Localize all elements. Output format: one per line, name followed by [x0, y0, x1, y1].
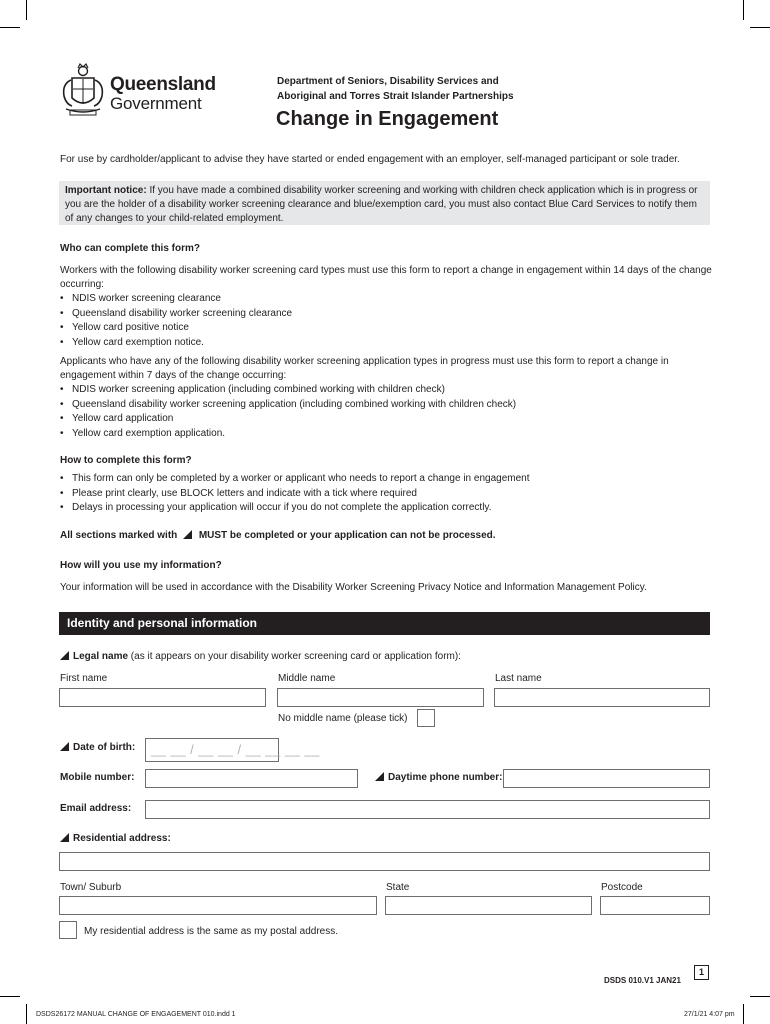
section-header: [59, 612, 710, 635]
section-title: Identity and personal information: [67, 616, 258, 630]
who-heading: Who can complete this form?: [60, 243, 201, 254]
daytime-phone-label-text: Daytime phone number:: [388, 772, 503, 783]
list-item: • NDIS worker screening clearance: [60, 292, 292, 307]
daytime-phone-label: [375, 772, 502, 783]
print-slug-right: 27/1/21 4:07 pm: [684, 1011, 735, 1018]
page-title: Change in Engagement: [276, 108, 499, 130]
state-label: State: [386, 882, 410, 893]
page-number: [694, 965, 709, 980]
legal-name-hint: (as it appears on your disability worker screening card or application form):: [128, 651, 461, 662]
logo-line-2: Government: [110, 94, 202, 113]
residential-address-label: [60, 833, 171, 844]
workers-list: [60, 292, 292, 350]
qld-government-logo: [58, 62, 228, 118]
mandatory-triangle-icon: [183, 530, 192, 539]
postcode-field[interactable]: [600, 896, 710, 915]
email-address-field[interactable]: [145, 800, 710, 819]
legal-name-label: [60, 651, 461, 662]
state-field[interactable]: [385, 896, 592, 915]
mandatory-triangle-icon: [60, 833, 69, 842]
logo-line-1: Queensland: [110, 74, 216, 95]
mandatory-note: [60, 530, 496, 541]
mobile-label: Mobile number:: [60, 772, 135, 783]
same-address-checkbox[interactable]: [59, 921, 77, 939]
how-heading: How to complete this form?: [60, 455, 192, 466]
list-item: • Delays in processing your application will occur if you do not complete the application correctly.: [60, 501, 530, 516]
department-line-2: Aboriginal and Torres Strait Islander Partnerships: [277, 91, 514, 102]
how-list: [60, 472, 530, 516]
workers-intro: Workers with the following disability worker screening card types must use this form to report a change in engagement within 14 days of the change occurring:: [60, 265, 712, 290]
crop-mark: [750, 996, 770, 997]
crop-mark: [0, 27, 20, 28]
legal-name-title: Legal name: [73, 651, 129, 662]
last-name-label: Last name: [495, 673, 542, 684]
crop-mark: [26, 1004, 27, 1024]
list-item: • Yellow card positive notice: [60, 321, 292, 336]
residential-address-label-text: Residential address:: [73, 833, 171, 844]
department-name: [277, 74, 514, 104]
mandatory-triangle-icon: [60, 651, 69, 660]
crop-mark: [750, 27, 770, 28]
dob-label: [60, 742, 135, 753]
mandatory-triangle-icon: [60, 742, 69, 751]
first-name-field[interactable]: [59, 688, 266, 707]
list-item: • Yellow card application: [60, 412, 516, 427]
list-item: • Please print clearly, use BLOCK letters and indicate with a tick where required: [60, 487, 530, 502]
crop-mark: [743, 1004, 744, 1024]
dob-label-text: Date of birth:: [73, 742, 136, 753]
crop-mark: [743, 0, 744, 20]
info-text: Your information will be used in accordance with the Disability Worker Screening Privacy Notice and Information Management Policy.: [60, 582, 647, 593]
list-item: • Yellow card exemption notice.: [60, 336, 292, 351]
list-item: • Yellow card exemption application.: [60, 427, 516, 442]
crop-mark: [0, 996, 20, 997]
first-name-label: First name: [60, 673, 108, 684]
last-name-field[interactable]: [494, 688, 710, 707]
town-suburb-field[interactable]: [59, 896, 377, 915]
intro-text: For use by cardholder/applicant to advise they have started or ended engagement with an employer, self-managed participant or sole trader.: [60, 154, 680, 165]
department-line-1: Department of Seniors, Disability Services and: [277, 76, 499, 87]
notice-label: Important notice:: [65, 185, 147, 196]
list-item: • Queensland disability worker screening clearance: [60, 307, 292, 322]
residential-address-field[interactable]: [59, 852, 710, 871]
print-slug-left: DSDS26172 MANUAL CHANGE OF ENGAGEMENT 010.indd 1: [36, 1011, 236, 1018]
no-middle-name-label: No middle name (please tick): [278, 713, 408, 724]
mandatory-before: All sections marked with: [60, 530, 178, 541]
dob-field[interactable]: [145, 738, 320, 762]
dob-placeholder: __ __ / __ __ / __ __ __ __: [151, 742, 320, 757]
page-number-text: 1: [698, 967, 704, 977]
list-item: • NDIS worker screening application (including combined working with children check): [60, 383, 516, 398]
no-middle-name-checkbox[interactable]: [417, 709, 435, 727]
info-heading: How will you use my information?: [60, 560, 222, 571]
postcode-label: Postcode: [601, 882, 643, 893]
middle-name-field[interactable]: [277, 688, 484, 707]
form-code: DSDS 010.V1 JAN21: [604, 976, 681, 985]
queensland-coat-of-arms-icon: [58, 62, 108, 118]
town-suburb-label: Town/ Suburb: [60, 882, 122, 893]
daytime-phone-field[interactable]: [503, 769, 710, 788]
list-item: • This form can only be completed by a worker or applicant who needs to report a change in engagement: [60, 472, 530, 487]
list-item: • Queensland disability worker screening application (including combined working with children check): [60, 398, 516, 413]
important-notice: [59, 181, 710, 225]
crop-mark: [26, 0, 27, 20]
applicants-list: [60, 383, 516, 441]
same-address-label: My residential address is the same as my postal address.: [84, 926, 338, 937]
mandatory-triangle-icon: [375, 772, 384, 781]
middle-name-label: Middle name: [278, 673, 336, 684]
email-label: Email address:: [60, 803, 132, 814]
mobile-number-field[interactable]: [145, 769, 358, 788]
mandatory-after: MUST be completed or your application can not be processed.: [198, 530, 496, 541]
notice-text: If you have made a combined disability worker screening and working with children check application which is in progress or you are the holder of a disability worker screening clearance and blue/exemption card, you must also contact Blue Card Services to notify them of any changes to your child-related employment.: [65, 185, 698, 224]
applicants-intro: Applicants who have any of the following disability worker screening application types in progress must use this form to report a change in engagement within 7 days of the change occurring:: [60, 356, 669, 381]
